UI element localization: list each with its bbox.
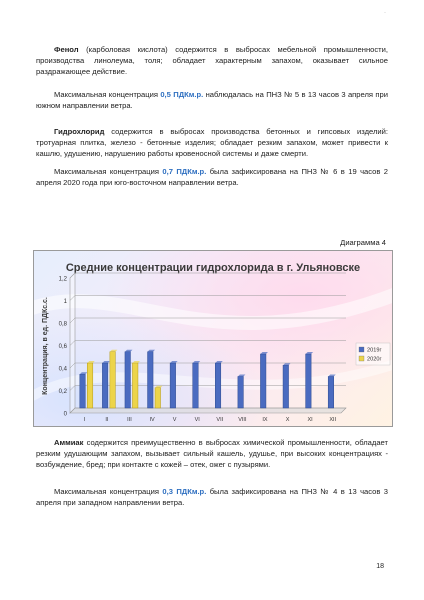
term-hcl: Гидрохлорид xyxy=(54,127,105,136)
phenol-max-value: 0,5 ПДКм.р. xyxy=(160,90,204,99)
x-tick-label: I xyxy=(83,417,86,423)
bar-2020 xyxy=(155,388,161,408)
phenol-description: (карболовая кислота) содержится в выбросах мебельной промышленности, производства линолеума, толя; обладает характерным запахом, оказывает сильное раздражающее действие. xyxy=(36,45,388,77)
y-tick-label: 0,8 xyxy=(58,321,67,328)
chart-panel xyxy=(33,250,393,427)
y-tick-label: 0,2 xyxy=(58,389,67,395)
page-number: 18 xyxy=(376,563,384,570)
y-tick-label: 0 xyxy=(63,411,67,418)
paragraph-phenol xyxy=(36,44,388,78)
x-tick-label: VII xyxy=(216,417,224,423)
paragraph-ammonia xyxy=(36,437,388,471)
x-tick-label: VIII xyxy=(238,417,247,423)
paragraph-hcl xyxy=(36,126,388,160)
bar-2019 xyxy=(283,365,289,408)
x-tick-label: II xyxy=(105,417,109,423)
legend-label: 2019г xyxy=(367,347,382,354)
bar-2019 xyxy=(193,363,199,408)
y-axis-label: Концентрация, в ед. ПДКс.с. xyxy=(42,297,49,395)
bar-2020 xyxy=(132,363,138,408)
legend-swatch xyxy=(359,347,364,352)
hcl-max-value: 0,7 ПДКм.р. xyxy=(162,167,207,176)
corner-mark: · xyxy=(384,10,386,16)
bar-2019 xyxy=(215,363,221,408)
y-tick-label: 1,2 xyxy=(58,276,67,283)
bar-2020 xyxy=(87,363,93,408)
bar-2019 xyxy=(328,377,334,409)
y-tick-label: 0,6 xyxy=(58,344,67,350)
diagram-label: Диаграмма 4 xyxy=(340,238,386,247)
y-tick-label: 0,4 xyxy=(58,366,67,373)
x-tick-label: VI xyxy=(194,417,200,423)
bar-2019 xyxy=(260,354,266,408)
x-tick-label: V xyxy=(172,417,177,423)
legend-label: 2020г xyxy=(367,356,382,363)
legend-swatch xyxy=(359,356,364,361)
phenol-max-prefix: Максимальная концентрация xyxy=(54,90,161,99)
x-tick-label: XI xyxy=(307,417,313,423)
paragraph-phenol-max xyxy=(36,89,388,111)
x-tick-label: IV xyxy=(149,417,155,423)
hcl-description: содержится в выбросах производства бетонных и гипсовых изделий: тротуарная плитка, железо - бетонные изделия; обладает резким запахом, может привести к кашлю, удушению, нарушению работы кровеносной системы и даже смерти. xyxy=(36,127,388,159)
bar-2019 xyxy=(170,363,176,408)
hcl-chart xyxy=(34,251,392,426)
x-tick-label: III xyxy=(127,417,132,423)
bar-2020 xyxy=(110,352,116,408)
term-ammonia: Аммиак xyxy=(54,438,84,447)
x-tick-label: XII xyxy=(329,417,337,423)
bar-2019 xyxy=(306,354,312,408)
hcl-max-prefix: Максимальная концентрация xyxy=(54,167,163,176)
bar-2019 xyxy=(125,352,131,408)
x-tick-label: IX xyxy=(262,417,268,423)
x-tick-label: X xyxy=(285,417,290,423)
paragraph-hcl-max xyxy=(36,166,388,188)
ammonia-max-value: 0,3 ПДКм.р. xyxy=(162,487,207,496)
ammonia-max-prefix: Максимальная концентрация xyxy=(54,487,163,496)
bar-2019 xyxy=(80,374,86,408)
ammonia-description: содержится преимущественно в выбросах химической промышленности, обладает резким удушающим запахом, вызывает сильный кашель, удушье, при высоких концентрациях - возбуждение, бред; при контакте с кожей – отек, ожег с пузырями. xyxy=(36,438,388,470)
hcl-max-suffix: была зафиксирована на ПНЗ № 6 в 19 часов 2 апреля 2020 года при юго-восточном направлении ветра. xyxy=(36,167,389,188)
y-tick-label: 1 xyxy=(63,299,67,305)
ammonia-max-suffix: была зафиксирована на ПНЗ № 4 в 13 часов 3 апреля при западном направлении ветра. xyxy=(36,487,389,508)
bar-2019 xyxy=(102,363,108,408)
plot-floor xyxy=(70,408,346,413)
chart-title: Средние концентрации гидрохлорида в г. Ульяновске xyxy=(65,262,361,274)
bar-2019 xyxy=(148,352,154,408)
paragraph-ammonia-max xyxy=(36,486,388,508)
bar-2019 xyxy=(238,377,244,409)
term-phenol: Фенол xyxy=(54,45,79,54)
phenol-max-suffix: наблюдалась на ПНЗ № 5 в 13 часов 3 апреля при южном направлении ветра. xyxy=(36,90,388,111)
